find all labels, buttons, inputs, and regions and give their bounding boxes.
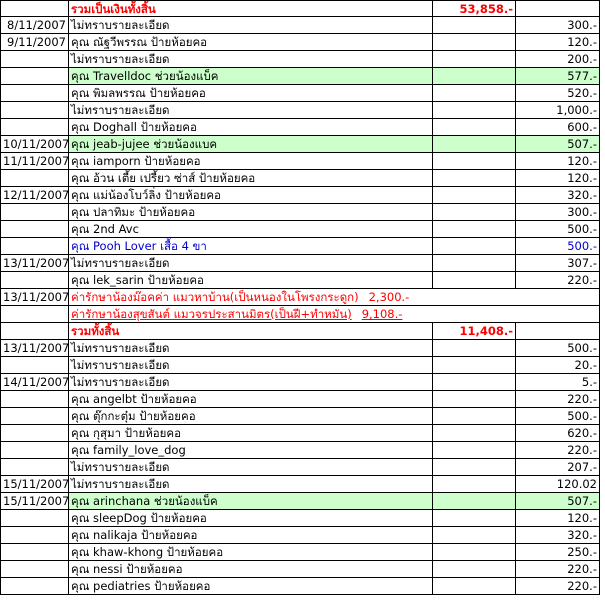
date-cell[interactable] (0, 68, 69, 85)
amount-cell[interactable]: 120.- (516, 34, 600, 51)
amount-cell[interactable] (516, 306, 600, 323)
description-cell[interactable]: คุณ khaw-khong ป้ายห้อยคอ (69, 544, 433, 561)
donation-row (0, 578, 600, 595)
description-cell[interactable]: คุณ ปลาทิมะ ป้ายห้อยคอ (69, 204, 433, 221)
date-cell[interactable] (0, 323, 69, 340)
donation-row (0, 221, 600, 238)
date-cell[interactable] (0, 442, 69, 459)
description-cell[interactable]: ไม่ทราบรายละเอียด (69, 102, 433, 119)
donation-row (0, 442, 600, 459)
expense-amount: 2,300.- (368, 290, 410, 304)
date-cell[interactable] (0, 408, 69, 425)
description-cell[interactable]: ไม่ทราบรายละเอียด (69, 357, 433, 374)
amount-cell[interactable] (516, 323, 600, 340)
total-cell[interactable] (433, 51, 516, 68)
total-cell[interactable]: 11,408.- (433, 323, 516, 340)
description-cell[interactable]: คุณ Travelldoc ช่วยน้องแบ็ค (69, 68, 433, 85)
donation-row (0, 272, 600, 289)
amount-cell[interactable]: 220.- (516, 442, 600, 459)
total-cell[interactable] (433, 204, 516, 221)
total-cell[interactable] (433, 102, 516, 119)
total-cell[interactable] (433, 408, 516, 425)
total-cell[interactable] (433, 68, 516, 85)
description-cell[interactable]: คุณ 2nd Avc (69, 221, 433, 238)
description-cell[interactable] (69, 289, 433, 306)
date-cell[interactable] (0, 544, 69, 561)
date-cell[interactable] (0, 459, 69, 476)
date-cell[interactable]: 8/11/2007 (0, 17, 69, 34)
amount-cell[interactable]: 220.- (516, 578, 600, 595)
amount-cell[interactable]: 120.- (516, 153, 600, 170)
description-cell[interactable]: คุณ family_love_dog (69, 442, 433, 459)
date-cell[interactable] (0, 425, 69, 442)
description-cell[interactable]: คุณ แม่น้องโบว์ลิ่ง ป้ายห้อยคอ (69, 187, 433, 204)
total-cell[interactable] (433, 119, 516, 136)
description-cell[interactable]: คุณ pediatries ป้ายห้อยคอ (69, 578, 433, 595)
expense-row (0, 306, 600, 323)
date-cell[interactable] (0, 85, 69, 102)
date-cell[interactable] (0, 510, 69, 527)
expense-amount: 9,108.- (361, 307, 403, 321)
description-cell[interactable]: คุณ iamporn ป้ายห้อยคอ (69, 153, 433, 170)
description-cell[interactable]: คุณ Doghall ป้ายห้อยคอ (69, 119, 433, 136)
description-cell[interactable]: ไม่ทราบรายละเอียด (69, 51, 433, 68)
donation-row (0, 238, 600, 255)
total-cell[interactable] (433, 17, 516, 34)
date-cell[interactable] (0, 561, 69, 578)
date-cell[interactable]: 14/11/2007 (0, 374, 69, 391)
amount-cell[interactable]: 200.- (516, 51, 600, 68)
amount-cell[interactable]: 600.- (516, 119, 600, 136)
total-cell[interactable] (433, 561, 516, 578)
donation-row (0, 255, 600, 272)
amount-cell[interactable] (516, 289, 600, 306)
amount-cell[interactable]: 300.- (516, 204, 600, 221)
date-cell[interactable]: 15/11/2007 (0, 476, 69, 493)
donation-row (0, 459, 600, 476)
description-cell[interactable]: คุณ nalikaja ป้ายห้อยคอ (69, 527, 433, 544)
date-cell[interactable] (0, 578, 69, 595)
amount-cell[interactable]: 577.- (516, 68, 600, 85)
description-cell[interactable]: คุณ lek_sarin ป้ายห้อยคอ (69, 272, 433, 289)
description-cell[interactable]: คุณ พิมลพรรณ ป้ายห้อยคอ (69, 85, 433, 102)
donation-row (0, 51, 600, 68)
total-row (0, 323, 600, 340)
amount-cell[interactable]: 1,000.- (516, 102, 600, 119)
date-cell[interactable] (0, 119, 69, 136)
amount-cell[interactable]: 207.- (516, 459, 600, 476)
amount-cell[interactable]: 507.- (516, 136, 600, 153)
date-cell[interactable] (0, 306, 69, 323)
donation-row (0, 340, 600, 357)
description-cell[interactable]: ไม่ทราบรายละเอียด (69, 255, 433, 272)
description-cell[interactable]: ไม่ทราบรายละเอียด (69, 374, 433, 391)
total-cell[interactable] (433, 425, 516, 442)
donation-row (0, 357, 600, 374)
amount-cell[interactable]: 220.- (516, 391, 600, 408)
description-cell[interactable]: ไม่ทราบรายละเอียด (69, 17, 433, 34)
donation-row (0, 204, 600, 221)
description-cell[interactable]: คุณ angelbt ป้ายห้อยคอ (69, 391, 433, 408)
donation-row (0, 85, 600, 102)
amount-cell[interactable]: 220.- (516, 561, 600, 578)
amount-cell[interactable]: 300.- (516, 17, 600, 34)
donation-row (0, 136, 600, 153)
date-cell[interactable] (0, 238, 69, 255)
total-cell[interactable] (433, 510, 516, 527)
description-cell[interactable]: คุณ sleepDog ป้ายห้อยคอ (69, 510, 433, 527)
description-cell[interactable]: คุณ Pooh Lover เสื้อ 4 ขา (69, 238, 433, 255)
date-cell[interactable] (0, 391, 69, 408)
description-cell[interactable]: คุณ ตุ๊กกะตุ๋ม ป้ายห้อยคอ (69, 408, 433, 425)
amount-cell[interactable]: 220.- (516, 272, 600, 289)
donation-row (0, 510, 600, 527)
total-cell[interactable] (433, 306, 516, 323)
donation-row (0, 119, 600, 136)
description-cell[interactable]: รวมเป็นเงินทั้งสิ้น (69, 0, 433, 17)
total-cell[interactable] (433, 221, 516, 238)
expense-description: ค่ารักษาน้องสุขสันต์ แมวจรประสานมิตร(เป็นฝี+ทำหมัน) (71, 307, 352, 321)
amount-cell[interactable]: 120.- (516, 170, 600, 187)
donation-row (0, 374, 600, 391)
amount-cell[interactable] (516, 0, 600, 17)
amount-cell[interactable]: 20.- (516, 357, 600, 374)
date-cell[interactable] (0, 527, 69, 544)
donation-row (0, 34, 600, 51)
description-cell[interactable]: คุณ jeab-jujee ช่วยน้องแบค (69, 136, 433, 153)
total-cell[interactable] (433, 136, 516, 153)
date-cell[interactable] (0, 272, 69, 289)
donation-row (0, 102, 600, 119)
total-cell[interactable] (433, 340, 516, 357)
amount-cell[interactable]: 507.- (516, 493, 600, 510)
total-cell[interactable] (433, 374, 516, 391)
expense-description: ค่ารักษาน้องม๊อคค่า แมวหาบ้าน(เป็นหนองในโพรงกระดูก) (71, 290, 359, 304)
total-cell[interactable] (433, 255, 516, 272)
donation-row (0, 561, 600, 578)
date-cell[interactable]: 9/11/2007 (0, 34, 69, 51)
donation-row (0, 68, 600, 85)
total-cell[interactable] (433, 493, 516, 510)
total-cell[interactable] (433, 289, 516, 306)
description-cell[interactable]: รวมทั้งสิ้น (69, 323, 433, 340)
date-cell[interactable] (0, 51, 69, 68)
total-cell[interactable]: 53,858.- (433, 0, 516, 17)
total-cell[interactable] (433, 442, 516, 459)
total-cell[interactable] (433, 527, 516, 544)
donation-row (0, 153, 600, 170)
date-cell[interactable]: 15/11/2007 (0, 493, 69, 510)
total-cell[interactable] (433, 391, 516, 408)
amount-cell[interactable]: 500.- (516, 340, 600, 357)
donation-row (0, 476, 600, 493)
donation-row (0, 408, 600, 425)
amount-cell[interactable]: 500.- (516, 221, 600, 238)
amount-cell[interactable]: 120.- (516, 510, 600, 527)
total-cell[interactable] (433, 170, 516, 187)
total-cell[interactable] (433, 459, 516, 476)
date-cell[interactable]: 13/11/2007 (0, 340, 69, 357)
description-cell[interactable] (69, 306, 433, 323)
date-cell[interactable]: 13/11/2007 (0, 255, 69, 272)
amount-cell[interactable]: 250.- (516, 544, 600, 561)
donation-row (0, 17, 600, 34)
amount-cell[interactable]: 307.- (516, 255, 600, 272)
amount-cell[interactable]: 500.- (516, 238, 600, 255)
total-cell[interactable] (433, 238, 516, 255)
description-cell[interactable]: คุณ ณัฐวีพรรณ ป้ายห้อยคอ (69, 34, 433, 51)
date-cell[interactable]: 13/11/2007 (0, 289, 69, 306)
expense-label (71, 289, 409, 305)
date-cell[interactable]: 11/11/2007 (0, 153, 69, 170)
total-cell[interactable] (433, 476, 516, 493)
expense-label (71, 306, 402, 322)
description-cell[interactable]: คุณ อ้วน เตี้ย เปรี้ยว ซ่าส์ ป้ายห้อยคอ (69, 170, 433, 187)
donation-row (0, 187, 600, 204)
donation-row (0, 425, 600, 442)
amount-cell[interactable]: 320.- (516, 187, 600, 204)
amount-cell[interactable]: 620.- (516, 425, 600, 442)
total-cell[interactable] (433, 153, 516, 170)
donation-row (0, 527, 600, 544)
total-cell[interactable] (433, 187, 516, 204)
description-cell[interactable]: ไม่ทราบรายละเอียด (69, 340, 433, 357)
total-cell[interactable] (433, 85, 516, 102)
date-cell[interactable] (0, 102, 69, 119)
total-cell[interactable] (433, 544, 516, 561)
donation-row (0, 493, 600, 510)
amount-cell[interactable]: 5.- (516, 374, 600, 391)
description-cell[interactable]: คุณ arinchana ช่วยน้องแบ็ค (69, 493, 433, 510)
donation-row (0, 170, 600, 187)
date-cell[interactable] (0, 204, 69, 221)
donation-row (0, 391, 600, 408)
date-cell[interactable]: 12/11/2007 (0, 187, 69, 204)
expense-row (0, 289, 600, 306)
date-cell[interactable]: 10/11/2007 (0, 136, 69, 153)
total-cell[interactable] (433, 357, 516, 374)
amount-cell[interactable]: 520.- (516, 85, 600, 102)
description-cell[interactable]: คุณ nessi ป้ายห้อยคอ (69, 561, 433, 578)
description-cell[interactable]: ไม่ทราบรายละเอียด (69, 459, 433, 476)
total-cell[interactable] (433, 34, 516, 51)
description-cell[interactable]: คุณ กุสุมา ป้ายห้อยคอ (69, 425, 433, 442)
amount-cell[interactable]: 120.02 (516, 476, 600, 493)
donation-row (0, 544, 600, 561)
date-cell[interactable] (0, 357, 69, 374)
total-cell[interactable] (433, 578, 516, 595)
description-cell[interactable]: ไม่ทราบรายละเอียด (69, 476, 433, 493)
total-cell[interactable] (433, 272, 516, 289)
total-row (0, 0, 600, 17)
amount-cell[interactable]: 500.- (516, 408, 600, 425)
date-cell[interactable] (0, 0, 69, 17)
amount-cell[interactable]: 320.- (516, 527, 600, 544)
date-cell[interactable] (0, 221, 69, 238)
date-cell[interactable] (0, 170, 69, 187)
